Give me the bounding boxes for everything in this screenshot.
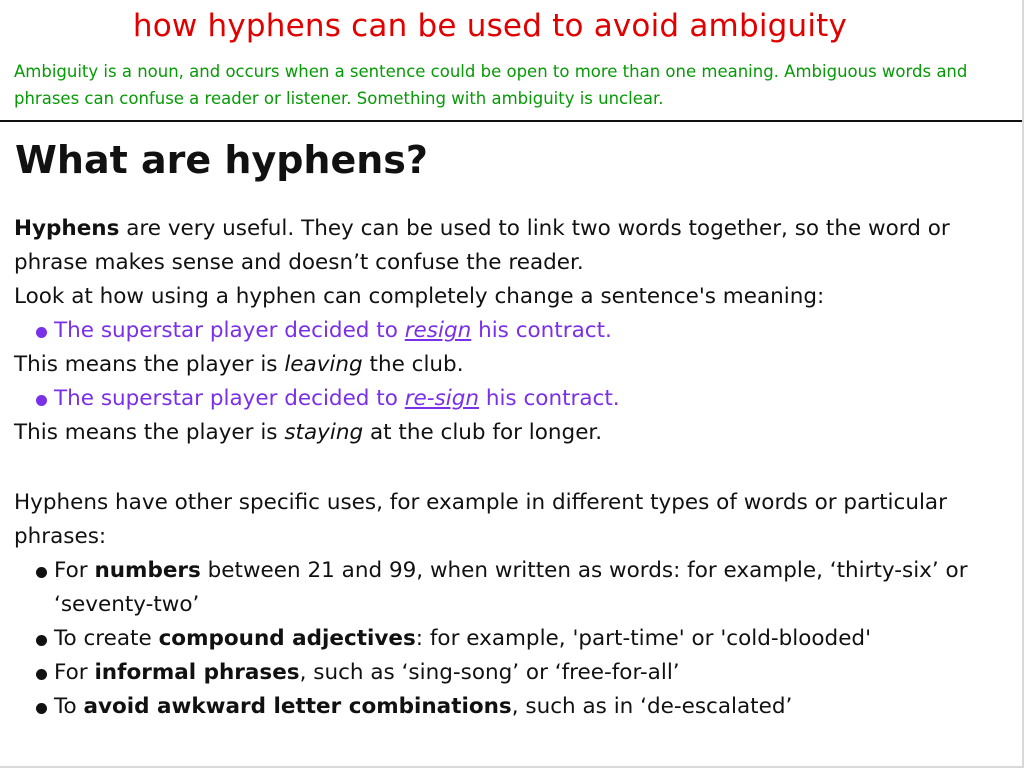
bullet-icon	[36, 327, 47, 338]
keyword-resign: resign	[404, 318, 472, 343]
list-item-numbers: For numbers between 21 and 99, when written as words: for example, ‘thirty-six’ or ‘seventy-two’	[14, 554, 1004, 622]
meaning-leaving: This means the player is leaving the club.	[14, 352, 464, 377]
emphasis-leaving: leaving	[284, 352, 363, 377]
header-divider	[0, 120, 1022, 122]
intro-paragraph	[14, 212, 1004, 280]
look-text: Look at how using a hyphen can completely change a sentence's meaning:	[14, 284, 825, 309]
bullet-icon	[36, 395, 47, 406]
list-item-compound-adjectives: To create compound adjectives: for example, 'part-time' or 'cold-blooded'	[14, 622, 1004, 656]
other-uses-text: Hyphens have other specific uses, for example in different types of words or particular phrases:	[14, 490, 947, 549]
keyword-re-sign: re-sign	[404, 386, 479, 411]
example-sentence-re-sign: The superstar player decided to re-sign his contract.	[14, 382, 1004, 416]
lesson-content	[14, 212, 1004, 724]
main-heading: What are hyphens?	[15, 138, 428, 182]
ambiguity-definition: Ambiguity is a noun, and occurs when a sentence could be open to more than one meaning. Ambiguous words and phrases can confuse a reader or listener. Something with ambiguity is unclear.	[14, 62, 968, 108]
bullet-icon	[36, 635, 47, 646]
intro-bold-term: Hyphens	[14, 216, 120, 241]
uses-list	[14, 554, 1004, 724]
list-item-informal-phrases: For informal phrases, such as ‘sing-song’ or ‘free-for-all’	[14, 656, 1004, 690]
bullet-icon	[36, 567, 47, 578]
meaning-staying: This means the player is staying at the club for longer.	[14, 420, 603, 445]
spacer	[14, 450, 1004, 486]
bullet-icon	[36, 669, 47, 680]
intro-text: are very useful. They can be used to link two words together, so the word or phrase makes sense and doesn’t confuse the reader.	[14, 216, 950, 275]
bullet-icon	[36, 703, 47, 714]
example-sentence-resign: The superstar player decided to resign his contract.	[14, 314, 1004, 348]
emphasis-staying: staying	[284, 420, 364, 445]
slide-title: how hyphens can be used to avoid ambiguity	[132, 8, 848, 44]
list-item-letter-combinations: To avoid awkward letter combinations, such as in ‘de-escalated’	[14, 690, 1004, 724]
slide-header	[0, 0, 1022, 121]
